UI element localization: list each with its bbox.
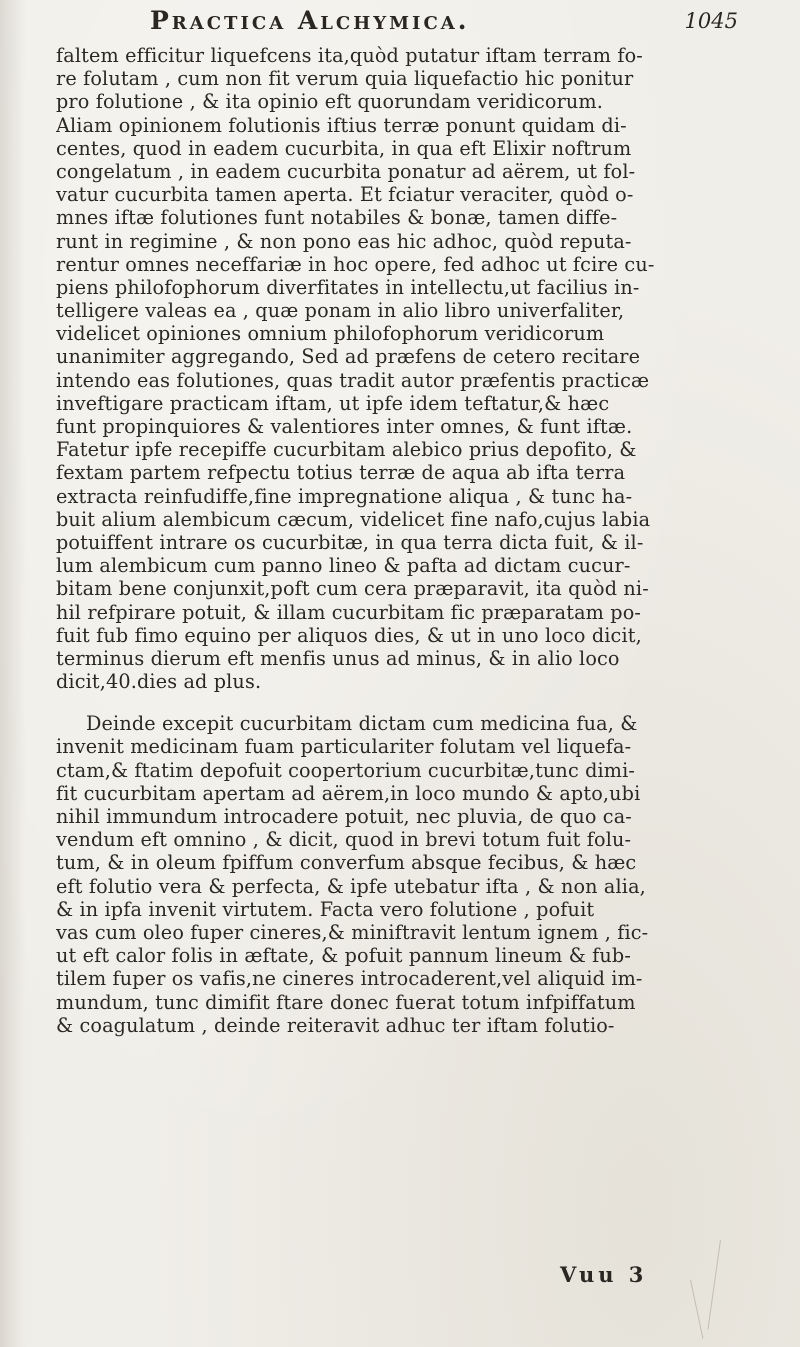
text-line: unanimiter aggregando, Sed ad præfens de cetero recitare [56,345,641,369]
text-line: centes, quod in eadem cucurbita, in qua eft Elixir noftrum [56,136,632,160]
page-header [150,6,790,36]
text-line: fit cucurbitam apertam ad aërem,in loco mundo & apto,ubi [56,781,641,805]
paper-crease [707,1240,721,1329]
text-line: Deinde excepit cucurbitam dictam cum medicina fua, & [86,712,638,736]
text-line: funt propinquiores & valentiores inter omnes, & funt iftæ. [56,415,633,438]
text-line: ctam,& ftatim depofuit coopertorium cucurbitæ,tunc dimi- [56,758,636,782]
paper-crease [690,1280,703,1339]
text-line: mnes iftæ folutiones funt notabiles & bonæ, tamen diffe- [56,206,618,230]
text-line: mundum, tunc dimifit ftare donec fuerat totum infpiffatum [56,990,636,1014]
text-line: invenit medicinam fuam particulariter folutam vel liquefa- [56,735,632,759]
text-line: vendum eft omnino , & dicit, quod in brevi totum fuit folu- [56,828,632,852]
text-line: rentur omnes neceffariæ in hoc opere, fed adhoc ut fcire cu- [56,252,655,276]
text-line: potuiffent intrare os cucurbitæ, in qua terra dicta fuit, & il- [56,530,644,554]
text-line: re folutam , cum non fit verum quia liquefactio hic ponitur [56,67,634,91]
text-line: vas cum oleo fuper cineres,& miniftravit lentum ignem , fic- [56,920,649,944]
paragraph-1 [56,44,768,693]
text-line: eft folutio vera & perfecta, & ipfe utebatur ifta , & non alia, [56,874,646,898]
text-line: runt in regimine , & non pono eas hic adhoc, quòd reputa- [56,229,632,253]
text-line: ut eft calor folis in æftate, & pofuit pannum lineum & fub- [56,944,631,968]
text-line: & coagulatum , deinde reiteravit adhuc ter iftam folutio- [56,1013,615,1037]
text-line: vatur cucurbita tamen aperta. Et fciatur veraciter, quòd o- [56,183,634,207]
text-line: videlicet opiniones omnium philofophorum veridicorum [56,322,605,346]
text-line: extracta reinfudiffe,fine impregnatione aliqua , & tunc ha- [56,484,633,508]
text-line: faltem efficitur liquefcens ita,quòd putatur iftam terram fo- [56,44,643,67]
text-line: Fatetur ipfe recepiffe cucurbitam alebico prius depofito, & [56,438,637,462]
page-number: 1045 [684,9,738,33]
text-line: tum, & in oleum fpiffum converfum absque fecibus, & hæc [56,851,637,875]
text-line: fextam partem refpectu totius terræ de aqua ab ifta terra [56,461,626,485]
body-text [56,44,768,1037]
text-line: fuit fub fimo equino per aliquos dies, & ut in uno loco dicit, [56,623,642,647]
text-line: bitam bene conjunxit,poft cum cera præparavit, ita quòd ni- [56,577,649,601]
text-line: congelatum , in eadem cucurbita ponatur ad aërem, ut fol- [56,159,636,183]
text-line: Aliam opinionem folutionis iftius terræ ponunt quidam di- [56,113,627,137]
text-line: tilem fuper os vafis,ne cineres introcaderent,vel aliquid im- [56,967,643,991]
text-line: dicit,40.dies ad plus. [56,670,262,694]
text-line: nihil immundum introcadere potuit, nec pluvia, de quo ca- [56,805,632,828]
text-line: telligere valeas ea , quæ ponam in alio libro univerfaliter, [56,299,625,323]
running-title: Practica Alchymica. [150,6,470,35]
text-line: intendo eas folutiones, quas tradit autor præfentis practicæ [56,368,650,392]
text-line: buit alium alembicum cæcum, videlicet fine nafo,cujus labia [56,507,651,531]
paragraph-2 [56,712,768,1037]
gutter-shadow [0,0,26,1347]
text-line: & in ipfa invenit virtutem. Facta vero folutione , pofuit [56,897,595,921]
text-line: lum alembicum cum panno lineo & pafta ad dictam cucur- [56,554,631,578]
text-line: hil refpirare potuit, & illam cucurbitam fic præparatam po- [56,600,642,624]
catchword-signature: Vuu 3 [560,1262,648,1287]
text-line: piens philofophorum diverfitates in intellectu,ut facilius in- [56,275,640,299]
text-line: inveftigare practicam iftam, ut ipfe idem teftatur,& hæc [56,391,610,415]
text-line: terminus dierum eft menfis unus ad minus, & in alio loco [56,646,620,670]
text-line: pro folutione , & ita opinio eft quorundam veridicorum. [56,90,603,114]
paragraph-gap [56,693,768,712]
